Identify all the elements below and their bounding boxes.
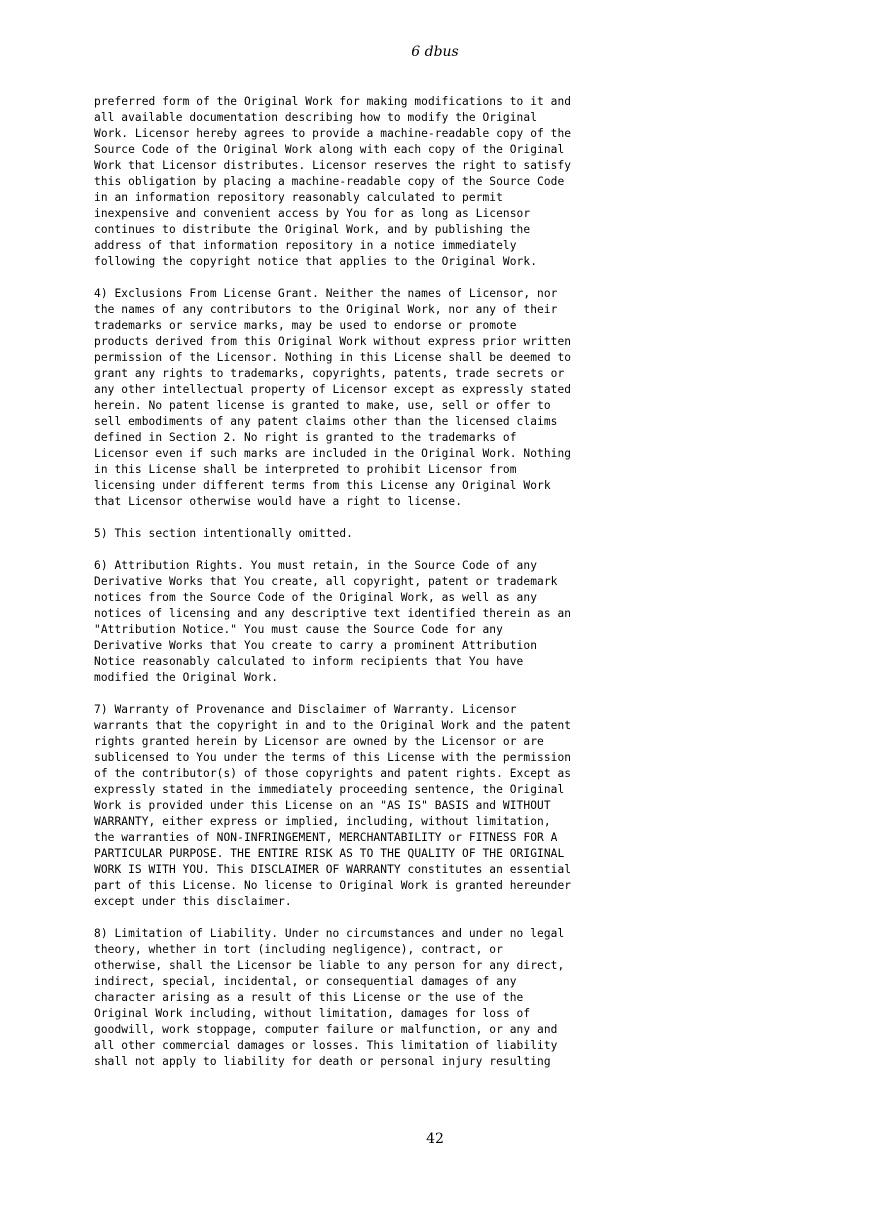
text-line: Work. Licensor hereby agrees to provide a machine-readable copy of the [94, 127, 572, 140]
text-line: notices of licensing and any descriptive text identified therein as an [94, 607, 572, 620]
text-line: permission of the Licensor. Nothing in this License shall be deemed to [94, 351, 572, 364]
license-paragraph [94, 526, 794, 542]
text-line: grant any rights to trademarks, copyrights, patents, trade secrets or [94, 367, 565, 380]
text-line: expressly stated in the immediately proceeding sentence, the Original [94, 783, 565, 796]
text-line: 5) This section intentionally omitted. [94, 527, 353, 540]
license-paragraph [94, 558, 794, 686]
text-line: character arising as a result of this License or the use of the [94, 991, 524, 1004]
text-line: trademarks or service marks, may be used to endorse or promote [94, 319, 517, 332]
license-paragraph [94, 926, 794, 1070]
text-line: address of that information repository in a notice immediately [94, 239, 517, 252]
text-line: defined in Section 2. No right is granted to the trademarks of [94, 431, 517, 444]
text-line: all other commercial damages or losses. This limitation of liability [94, 1039, 558, 1052]
text-line: otherwise, shall the Licensor be liable to any person for any direct, [94, 959, 565, 972]
text-line: licensing under different terms from this License any Original Work [94, 479, 551, 492]
license-paragraph [94, 286, 794, 510]
text-line: sell embodiments of any patent claims other than the licensed claims [94, 415, 558, 428]
text-line: sublicensed to You under the terms of this License with the permission [94, 751, 572, 764]
text-line: of the contributor(s) of those copyrights and patent rights. Except as [94, 767, 572, 780]
text-line: rights granted herein by Licensor are owned by the Licensor or are [94, 735, 544, 748]
text-line: theory, whether in tort (including negligence), contract, or [94, 943, 503, 956]
text-line: "Attribution Notice." You must cause the Source Code for any [94, 623, 503, 636]
text-line: Work that Licensor distributes. Licensor reserves the right to satisfy [94, 159, 572, 172]
text-line: indirect, special, incidental, or consequential damages of any [94, 975, 517, 988]
text-line: 6) Attribution Rights. You must retain, in the Source Code of any [94, 559, 538, 572]
text-line: products derived from this Original Work without express prior written [94, 335, 572, 348]
text-line: 4) Exclusions From License Grant. Neither the names of Licensor, nor [94, 287, 558, 300]
text-line: the warranties of NON-INFRINGEMENT, MERCHANTABILITY or FITNESS FOR A [94, 831, 558, 844]
text-line: 7) Warranty of Provenance and Disclaimer of Warranty. Licensor [94, 703, 517, 716]
text-line: herein. No patent license is granted to make, use, sell or offer to [94, 399, 551, 412]
text-line: part of this License. No license to Original Work is granted hereunder [94, 879, 572, 892]
page-number: 42 [426, 1131, 444, 1147]
text-line: in an information repository reasonably calculated to permit [94, 191, 503, 204]
text-line: the names of any contributors to the Original Work, nor any of their [94, 303, 558, 316]
text-line: shall not apply to liability for death or personal injury resulting [94, 1055, 551, 1068]
text-line: preferred form of the Original Work for making modifications to it and [94, 95, 572, 108]
text-line: Derivative Works that You create to carry a prominent Attribution [94, 639, 538, 652]
license-paragraph [94, 702, 794, 910]
text-line: that Licensor otherwise would have a right to license. [94, 495, 463, 508]
text-line: Derivative Works that You create, all copyright, patent or trademark [94, 575, 558, 588]
text-line: WARRANTY, either express or implied, including, without limitation, [94, 815, 551, 828]
text-line: notices from the Source Code of the Original Work, as well as any [94, 591, 538, 604]
text-line: Licensor even if such marks are included in the Original Work. Nothing [94, 447, 572, 460]
text-line: any other intellectual property of Licensor except as expressly stated [94, 383, 572, 396]
text-line: this obligation by placing a machine-readable copy of the Source Code [94, 175, 565, 188]
text-line: Source Code of the Original Work along with each copy of the Original [94, 143, 565, 156]
text-line: in this License shall be interpreted to prohibit Licensor from [94, 463, 517, 476]
text-line: modified the Original Work. [94, 671, 279, 684]
text-line: Original Work including, without limitation, damages for loss of [94, 1007, 531, 1020]
text-line: Work is provided under this License on an "AS IS" BASIS and WITHOUT [94, 799, 551, 812]
text-line: goodwill, work stoppage, computer failure or malfunction, or any and [94, 1023, 558, 1036]
text-line: warrants that the copyright in and to the Original Work and the patent [94, 719, 572, 732]
running-head: 6 dbus [411, 44, 459, 60]
text-line: all available documentation describing how to modify the Original [94, 111, 538, 124]
text-line: 8) Limitation of Liability. Under no circumstances and under no legal [94, 927, 565, 940]
text-line: Notice reasonably calculated to inform recipients that You have [94, 655, 524, 668]
license-text-body [94, 94, 794, 1086]
text-line: continues to distribute the Original Work, and by publishing the [94, 223, 531, 236]
text-line: except under this disclaimer. [94, 895, 292, 908]
license-paragraph [94, 94, 794, 270]
text-line: WORK IS WITH YOU. This DISCLAIMER OF WARRANTY constitutes an essential [94, 863, 572, 876]
text-line: inexpensive and convenient access by You for as long as Licensor [94, 207, 531, 220]
text-line: following the copyright notice that applies to the Original Work. [94, 255, 538, 268]
text-line: PARTICULAR PURPOSE. THE ENTIRE RISK AS TO THE QUALITY OF THE ORIGINAL [94, 847, 565, 860]
